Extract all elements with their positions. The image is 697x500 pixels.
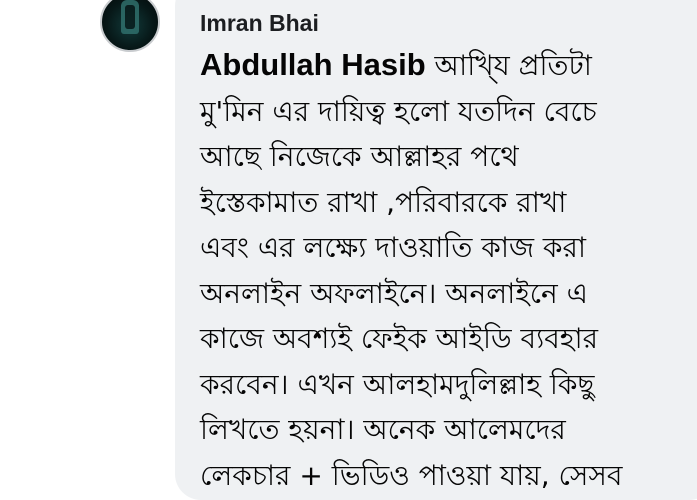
comment-line: মু'মিন এর দায়িত্ব হলো যতদিন বেচে xyxy=(200,94,597,128)
comment-author-name[interactable]: Imran Bhai xyxy=(200,10,319,36)
comment-text: আখি্য প্রতিটা xyxy=(425,49,592,82)
mentioned-user-link[interactable]: Abdullah Hasib xyxy=(200,47,426,82)
comment-line: কাজে অবশ্যই ফেইক আইডি ব্যবহার xyxy=(200,322,599,355)
comment-line: লেকচার + ভিডিও পাওয়া যায়, সেসব xyxy=(200,458,623,492)
comment-line: করবেন। এখন আলহামদুলিল্লাহ কিছু xyxy=(200,367,595,401)
comment-line: অনলাইন অফলাইনে। অনলাইনে এ xyxy=(200,276,588,310)
avatar-image xyxy=(121,0,139,34)
commenter-avatar[interactable] xyxy=(100,0,160,52)
comment-line: ইস্তেকামাত রাখা ,পরিবারকে রাখা xyxy=(200,185,567,219)
comment-line: লিখতে হয়না। অনেক আলেমদের xyxy=(200,413,566,446)
comment-line-1 xyxy=(200,42,670,89)
comment-line: এবং এর লক্ষ্যে দাওয়াতি কাজ করা xyxy=(200,231,586,264)
comment-line: আছে নিজেকে আল্লাহর পথে xyxy=(200,140,519,173)
comment-body xyxy=(200,42,670,498)
